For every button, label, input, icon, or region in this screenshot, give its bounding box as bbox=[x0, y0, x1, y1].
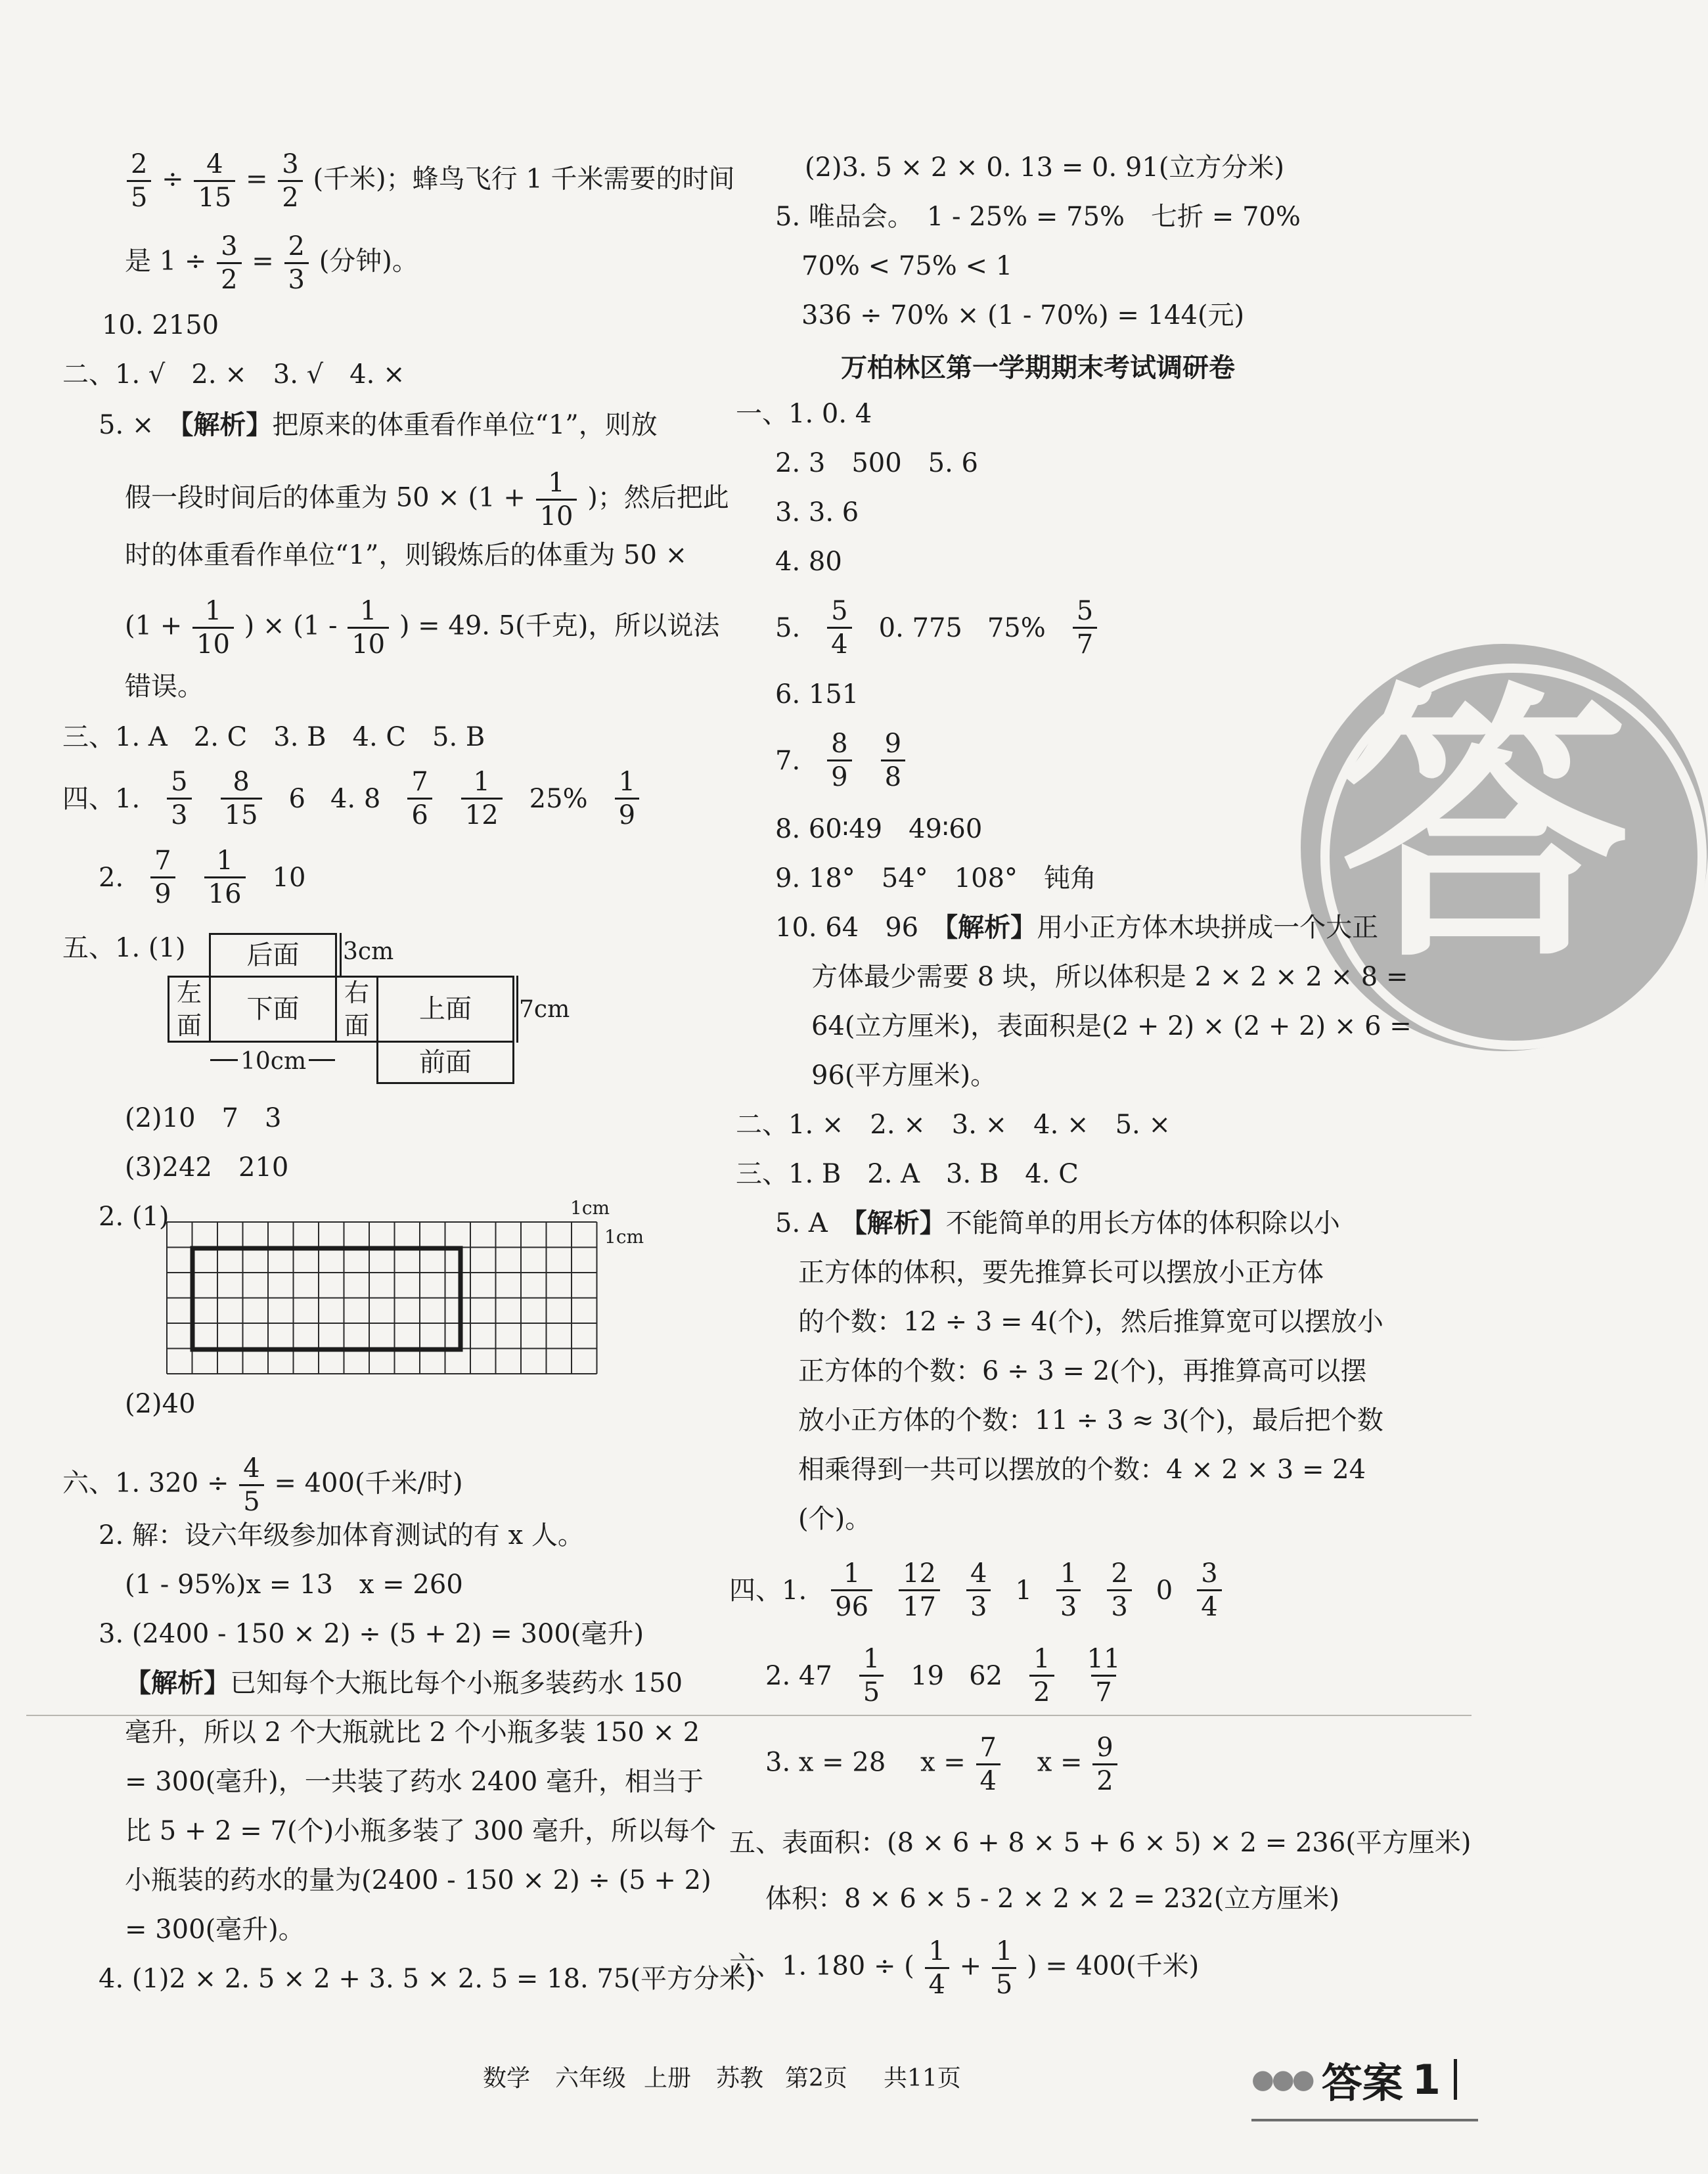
right-line-5: 一、1. 0. 4 bbox=[736, 399, 872, 429]
right-line-26: (个)。 bbox=[798, 1504, 872, 1534]
fraction: $\frac{9}{2}$ bbox=[1092, 1734, 1117, 1794]
footer-edition: 苏教 bbox=[716, 2065, 764, 2092]
fraction: $\frac{1}{16}$ bbox=[204, 848, 246, 907]
left-line-27: = 300(毫升)。 bbox=[125, 1914, 305, 1945]
footer-subject: 数学 bbox=[483, 2065, 531, 2092]
dim-line-7cm bbox=[516, 976, 518, 1043]
right-line-22: 的个数：12 ÷ 3 = 4(个)，然后推算宽可以摆放小 bbox=[798, 1307, 1383, 1337]
fraction: $\frac{1}{3}$ bbox=[1056, 1560, 1081, 1620]
grid-unit-2: 1cm bbox=[604, 1226, 644, 1248]
right-line-32: 六、1. 180 ÷ ( $\frac{1}{4}$ + $\frac{1}{5}$ ) = 400(千米) bbox=[729, 1936, 1200, 2000]
right-line-30: 五、表面积：(8 × 6 + 8 × 5 + 6 × 5) × 2 = 236(平方厘米) bbox=[729, 1828, 1472, 1858]
net-bottom-face: 下面 bbox=[209, 976, 337, 1043]
left-line-19: 2. 解：设六年级参加体育测试的有 x 人。 bbox=[99, 1520, 584, 1551]
right-line-8: 4. 80 bbox=[775, 547, 842, 577]
dim-10cm: 10cm bbox=[238, 1048, 309, 1075]
net-back-face: 后面 bbox=[209, 933, 337, 978]
left-line-23: 毫升，所以 2 个大瓶就比 2 个小瓶多装 150 × 2 bbox=[125, 1717, 700, 1748]
fraction: $\frac{1}{4}$ bbox=[925, 1938, 949, 1998]
right-line-1: (2)3. 5 × 2 × 0. 13 = 0. 91(立方分米) bbox=[805, 152, 1285, 183]
right-line-31: 体积：8 × 6 × 5 - 2 × 2 × 2 = 232(立方厘米) bbox=[765, 1884, 1339, 1914]
left-line-15: (3)242 210 bbox=[125, 1152, 289, 1183]
left-line-16: 2. (1) bbox=[99, 1202, 169, 1232]
fraction: $\frac{5}{3}$ bbox=[167, 769, 191, 828]
right-line-14: 10. 64 96 【解析】用小正方体木块拼成一个大正 bbox=[775, 912, 1379, 943]
fraction: $\frac{5}{4}$ bbox=[827, 598, 851, 658]
right-line-29: 3. x = 28 x = $\frac{7}{4}$ x = $\frac{9}{2}$ bbox=[765, 1734, 1119, 1794]
right-line-20: 5. A 【解析】不能简单的用长方体的体积除以小 bbox=[775, 1208, 1340, 1238]
dim-7cm: 7cm bbox=[519, 996, 570, 1023]
dots-icon: ●●● bbox=[1251, 2064, 1313, 2095]
left-line-10: 三、1. A 2. C 3. B 4. C 5. B bbox=[62, 722, 485, 752]
fraction: $\frac{11}{7}$ bbox=[1087, 1644, 1121, 1708]
fraction: $\frac{3}{2}$ bbox=[278, 151, 302, 211]
right-line-9: 5. $\frac{5}{4}$ 0. 775 75% $\frac{5}{7}$ bbox=[775, 598, 1099, 658]
right-line-25: 相乘得到一共可以摆放的个数：4 × 2 × 3 = 24 bbox=[798, 1455, 1366, 1485]
left-line-18: 六、1. 320 ÷ $\frac{4}{5}$ = 400(千米/时) bbox=[62, 1453, 463, 1517]
net-right-face: 右面 bbox=[335, 976, 378, 1043]
left-line-13: 五、1. (1) bbox=[62, 933, 186, 963]
fraction: $\frac{1}{12}$ bbox=[461, 769, 503, 828]
left-line-21: 3. (2400 - 150 × 2) ÷ (5 + 2) = 300(毫升) bbox=[99, 1619, 644, 1649]
right-line-27: 四、1. $\frac{1}{96}$ $\frac{12}{17}$ $\frac{4}{3}$ 1 $\frac{1}{3}$ $\frac{2}{3}$ 0 $\frac{3}{4}$ bbox=[729, 1560, 1224, 1620]
dim-3cm: 3cm bbox=[343, 938, 394, 965]
left-line-12: 2. $\frac{7}{9}$ $\frac{1}{16}$ 10 bbox=[99, 846, 306, 909]
fraction: $\frac{1}{2}$ bbox=[1029, 1646, 1054, 1706]
fraction: $\frac{12}{17}$ bbox=[899, 1560, 940, 1620]
footer-total: 共11页 bbox=[884, 2065, 961, 2092]
fraction: $\frac{2}{3}$ bbox=[1107, 1560, 1131, 1620]
left-line-2: 是 1 ÷ $\frac{3}{2}$ = $\frac{2}{3}$ (分钟)。 bbox=[125, 231, 418, 295]
right-line-24: 放小正方体的个数：11 ÷ 3 ≈ 3(个)，最后把个数 bbox=[798, 1405, 1383, 1436]
right-line-28: 2. 47 $\frac{1}{5}$ 19 62 $\frac{1}{2}$ $\frac{11}{7}$ bbox=[765, 1646, 1126, 1706]
left-line-26: 小瓶装的药水的量为(2400 - 150 × 2) ÷ (5 + 2) bbox=[125, 1865, 711, 1895]
left-line-4: 二、1. √ 2. × 3. √ 4. × bbox=[62, 359, 405, 390]
fraction: $\frac{7}{4}$ bbox=[976, 1734, 1000, 1794]
left-line-6: 假一段时间后的体重为 50 × (1 + $\frac{1}{10}$ )；然后把此 bbox=[125, 468, 729, 532]
right-line-7: 3. 3. 6 bbox=[775, 497, 859, 528]
footer-page: 第2页 bbox=[785, 2065, 847, 2092]
fraction: $\frac{1}{10}$ bbox=[348, 598, 389, 658]
left-line-25: 比 5 + 2 = 7(个)小瓶多装了 300 毫升，所以每个 bbox=[125, 1816, 716, 1846]
right-line-6: 2. 3 500 5. 6 bbox=[775, 448, 979, 478]
watermark-stamp-glyph: 答 bbox=[1340, 660, 1629, 996]
grid-diagram bbox=[164, 1196, 624, 1373]
right-line-23: 正方体的个数：6 ÷ 3 = 2(个)，再推算高可以摆 bbox=[798, 1356, 1367, 1386]
fraction: $\frac{2}{3}$ bbox=[284, 233, 309, 293]
label-bar bbox=[1454, 2059, 1457, 2100]
right-line-3: 70% < 75% < 1 bbox=[801, 251, 1013, 281]
right-line-11: 7. $\frac{8}{9}$ $\frac{9}{8}$ bbox=[775, 731, 907, 790]
right-line-18: 二、1. × 2. × 3. × 4. × 5. × bbox=[736, 1110, 1171, 1140]
fraction: $\frac{2}{5}$ bbox=[127, 151, 151, 211]
right-line-16: 64(立方厘米)，表面积是(2 + 2) × (2 + 2) × 6 = bbox=[811, 1011, 1412, 1041]
fraction: $\frac{1}{10}$ bbox=[192, 598, 234, 658]
fraction: $\frac{3}{2}$ bbox=[217, 233, 241, 293]
right-line-10: 6. 151 bbox=[775, 679, 859, 710]
section-title: 万柏林区第一学期期末考试调研卷 bbox=[841, 353, 1235, 383]
right-line-4: 336 ÷ 70% × (1 - 70%) = 144(元) bbox=[801, 300, 1245, 330]
footer-volume: 上册 bbox=[644, 2065, 692, 2092]
footer-grade: 六年级 bbox=[555, 2065, 627, 2092]
net-front-face: 前面 bbox=[376, 1041, 514, 1084]
fraction: $\frac{3}{4}$ bbox=[1197, 1560, 1221, 1620]
right-line-21: 正方体的体积，要先推算长可以摆放小正方体 bbox=[798, 1257, 1324, 1288]
left-line-24: = 300(毫升)，一共装了药水 2400 毫升，相当于 bbox=[125, 1767, 704, 1797]
left-line-9: 错误。 bbox=[125, 671, 204, 702]
left-line-8: (1 + $\frac{1}{10}$ ) × (1 - $\frac{1}{10}$ ) = 49. 5(千克)，所以说法 bbox=[125, 596, 720, 660]
fraction: $\frac{4}{15}$ bbox=[194, 151, 235, 211]
left-line-1: $\frac{2}{5}$ ÷ $\frac{4}{15}$ = $\frac{3}{2}$ (千米)；蜂鸟飞行 1 千米需要的时间 bbox=[125, 151, 735, 211]
fraction: $\frac{8}{15}$ bbox=[221, 769, 262, 828]
right-line-12: 8. 60∶49 49∶60 bbox=[775, 814, 983, 844]
right-line-13: 9. 18° 54° 108° 钝角 bbox=[775, 863, 1097, 894]
left-line-17: (2)40 bbox=[125, 1389, 196, 1419]
left-line-7: 时的体重看作单位“1”，则锻炼后的体重为 50 × bbox=[125, 540, 688, 570]
left-line-20: (1 - 95%)x = 13 x = 260 bbox=[125, 1570, 463, 1600]
fraction: $\frac{5}{7}$ bbox=[1073, 598, 1097, 658]
right-line-2: 5. 唯品会。 1 - 25% = 75% 七折 = 70% bbox=[775, 202, 1301, 232]
grid-unit-1: 1cm bbox=[570, 1197, 610, 1219]
fraction: $\frac{8}{9}$ bbox=[827, 731, 851, 790]
right-line-15: 方体最少需要 8 块，所以体积是 2 × 2 × 2 × 8 = bbox=[811, 962, 1408, 992]
fraction: $\frac{9}{8}$ bbox=[881, 731, 905, 790]
fraction: $\frac{7}{6}$ bbox=[407, 769, 432, 828]
left-line-3: 10. 2150 bbox=[102, 310, 219, 340]
label-underline bbox=[1251, 2119, 1478, 2121]
fraction: $\frac{4}{3}$ bbox=[966, 1560, 991, 1620]
left-line-22: 【解析】已知每个大瓶比每个小瓶多装药水 150 bbox=[125, 1667, 683, 1698]
fraction: $\frac{1}{96}$ bbox=[831, 1560, 872, 1620]
answer-label: ●●● 答案 1 bbox=[1251, 2043, 1478, 2116]
left-line-5: 5. × 【解析】把原来的体重看作单位“1”，则放 bbox=[99, 409, 658, 440]
fraction: $\frac{1}{9}$ bbox=[615, 769, 639, 828]
fraction: $\frac{7}{9}$ bbox=[150, 848, 175, 907]
net-left-face: 左面 bbox=[168, 976, 211, 1043]
fraction: $\frac{1}{5}$ bbox=[992, 1938, 1016, 1998]
left-line-28: 4. (1)2 × 2. 5 × 2 + 3. 5 × 2. 5 = 18. 75(平方分米) bbox=[99, 1964, 756, 1994]
dim-line-3cm bbox=[340, 933, 342, 978]
fraction: $\frac{1}{5}$ bbox=[859, 1646, 884, 1706]
right-line-19: 三、1. B 2. A 3. B 4. C bbox=[736, 1159, 1079, 1189]
fraction: $\frac{4}{5}$ bbox=[239, 1455, 263, 1515]
right-line-17: 96(平方厘米)。 bbox=[811, 1060, 997, 1091]
net-top-face: 上面 bbox=[376, 976, 514, 1043]
left-line-11: 四、1. $\frac{5}{3}$ $\frac{8}{15}$ 6 4. 8 $\frac{7}{6}$ $\frac{1}{12}$ 25% $\frac{1}{9}$ bbox=[62, 769, 641, 828]
left-line-14: (2)10 7 3 bbox=[125, 1103, 282, 1133]
fraction: $\frac{1}{10}$ bbox=[536, 470, 577, 530]
